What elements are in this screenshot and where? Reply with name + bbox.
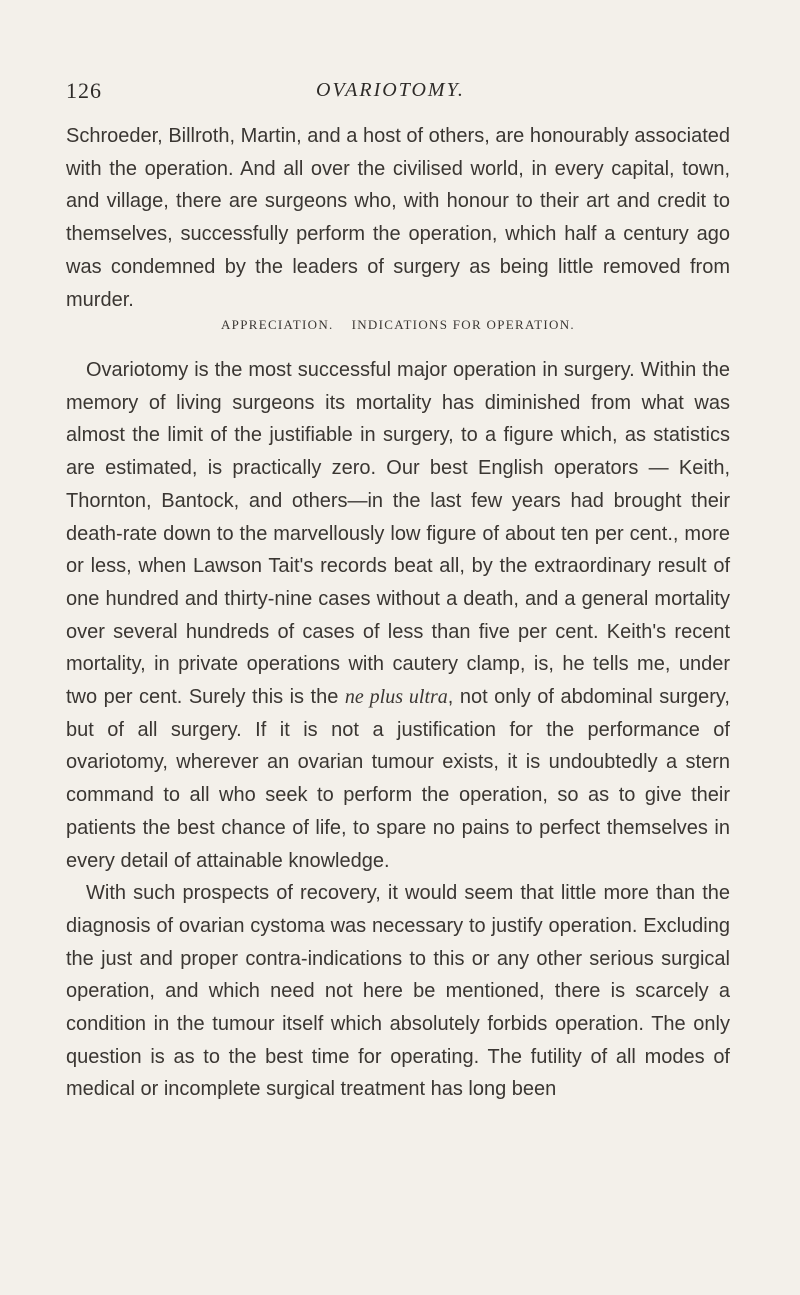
paragraph-text: Schroeder, Billroth, Martin, and a host of others, are honourably associated with the operation. And all over the civilised world, in every capital, town, and village, there are surgeons who, with honour to their art and credit to themselves, successfully perform the operation, which half a century ago was condemned by the leaders of surgery as being little removed from murder. [66, 125, 730, 311]
heading-appreciation: APPRECIATION. [220, 317, 334, 332]
body-text [66, 354, 730, 1106]
section-heading [66, 317, 730, 333]
paragraph-text-part: Ovariotomy is the most successful major operation in surgery. Within the memory of living surgeons its mortality has diminished from what was almost the limit of the justifiable in surgery, to a figure which, as statistics are estimated, is practically zero. Our best English operators — Keith, Thornton, Bantock, and others—in the last few years had brought their death-rate down to the marvellously low figure of about ten per cent., more or less, when Lawson Tait's records beat all, by the extraordinary result of one hundred and thirty-nine cases without a death, and a general mortality over several hundreds of cases of less than five per cent. Keith's recent mortality, in private operations with cautery clamp, is, he tells me, under two per cent. Surely this is the [66, 359, 730, 709]
heading-indications: INDICATIONS FOR OPERATION. [351, 317, 575, 332]
paragraph-appreciation [66, 354, 730, 877]
continued-paragraph [66, 120, 730, 316]
paragraph-text-part: , not only of abdominal surgery, but of all surgery. If it is not a justification for the performance of ovariotomy, wherever an ovarian tumour exists, it is undoubtedly a stern command to all who seek to perform the operation, so as to give their patients the best chance of life, to spare no pains to perfect themselves in every detail of attainable knowledge. [66, 686, 730, 872]
paragraph-indications: With such prospects of recovery, it would seem that little more than the diagnosis of ovarian cystoma was necessary to justify operation. Excluding the just and proper contra-indications to this or any other serious surgical operation, and which need not here be mentioned, there is scarcely a condition in the tumour itself which absolutely forbids operation. The only question is as to the best time for operating. The futility of all modes of medical or incomplete surgical treatment has long been [66, 882, 730, 1101]
italic-phrase: ne plus ultra [344, 686, 448, 709]
page-number: 126 [66, 78, 102, 103]
running-title: OVARIOTOMY. [316, 79, 465, 101]
running-head [66, 78, 730, 104]
